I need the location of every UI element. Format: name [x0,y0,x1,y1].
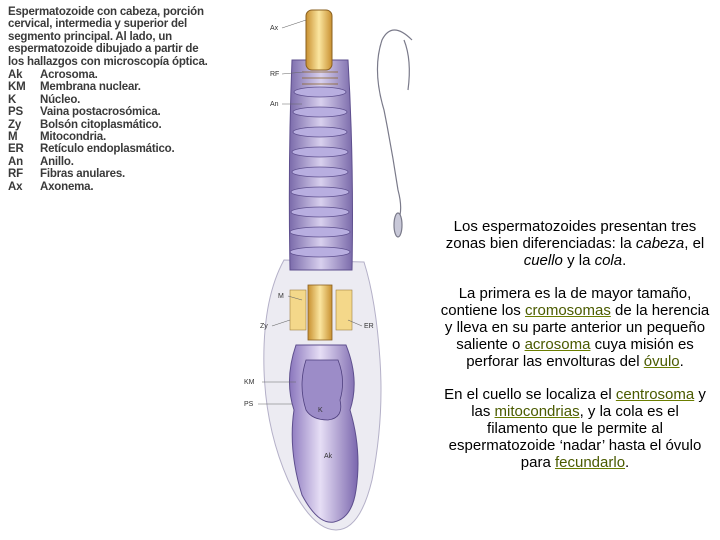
link-ovulo[interactable]: óvulo [643,353,680,370]
axoneme [306,10,332,70]
legend-definition: Vaina postacrosómica. [40,106,161,119]
legend-item [8,156,208,168]
sperm-cell-illustration [232,0,462,540]
legend-caption: Espermatozoide con cabeza, porción cervical, intermedia y superior del segmento principal. Al lado, un espermatozoide dibujado a partir de los hallazgos con microscopía óptica. [8,6,208,68]
legend-definition: Anillo. [40,155,74,168]
legend-item [8,181,208,193]
legend-definition: Acrosoma. [40,69,98,82]
legend-item [8,106,208,118]
mitochondrial-sheath [290,87,350,257]
label-ax: Ax [270,25,279,32]
neck-axoneme [308,285,332,340]
legend-abbr: Ax [8,180,23,193]
description-panel [440,218,710,487]
link-acrosoma[interactable]: acrosoma [524,336,591,353]
legend-item [8,143,208,155]
paragraph-zones [440,218,710,269]
legend-abbr: M [8,131,18,144]
legend-definition: Membrana nuclear. [40,81,141,94]
text-fragment: y la [562,252,595,269]
label-km: KM [244,379,255,386]
text-fragment: , y la cola es el filamento que le permite al espermatozoide ‘nadar’ hasta el óvulo para [448,403,702,471]
label-k: K [318,407,323,414]
label-rf: RF [270,71,280,78]
legend-abbr: RF [8,168,23,181]
legend-definition: Fibras anulares. [40,168,126,181]
legend-item [8,81,208,93]
legend-abbr: Ak [8,69,23,82]
label-er: ER [364,323,374,330]
label-an: An [270,101,279,108]
figure-legend [8,6,208,193]
link-fecundarlo[interactable]: fecundarlo [554,454,626,471]
legend-definition: Mitocondria. [40,131,106,144]
text-fragment: , el [684,235,705,252]
legend-abbr: Zy [8,118,22,131]
legend-item [8,131,208,143]
legend-definition: Retículo endoplasmático. [40,143,175,156]
link-cromosomas[interactable]: cromosomas [524,302,611,319]
text-fragment: de la herencia y lleva en su parte anterior un pequeño saliente o [444,302,710,353]
text-fragment: Los espermatozoides presentan tres zonas bien diferenciadas: la [445,218,697,252]
text-fragment: . [625,454,630,471]
text-fragment: En el cuello se localiza el [444,386,616,403]
term-head: cabeza [635,235,685,252]
paragraph-head [440,285,710,370]
legend-definition: Bolsón citoplasmático. [40,118,162,131]
link-centrosoma[interactable]: centrosoma [615,386,695,403]
legend-abbr: An [8,155,23,168]
text-fragment: . [679,353,684,370]
legend-abbr: K [8,93,17,106]
legend-item [8,69,208,81]
legend-definition: Núcleo. [40,93,81,106]
label-ak: Ak [324,453,333,460]
cytoplasmic-droplet [290,290,306,330]
label-ps: PS [244,401,254,408]
endoplasmic-reticulum [336,290,352,330]
text-fragment: y las [471,386,706,420]
text-fragment: La primera es la de mayor tamaño, contiene los [440,285,692,319]
text-fragment: . [622,252,627,269]
paragraph-neck-tail [440,386,710,471]
microscope-sperm-drawing [377,30,412,237]
term-tail: cola [594,252,623,269]
legend-item [8,119,208,131]
label-m: M [278,293,284,300]
legend-abbr: ER [8,143,24,156]
term-neck: cuello [523,252,563,269]
legend-definition: Axonema. [40,180,94,193]
legend-abbr: KM [8,81,26,94]
legend-item [8,168,208,180]
legend-abbr: PS [8,106,23,119]
link-mitocondrias[interactable]: mitocondrias [494,403,580,420]
text-fragment: cuya misión es perforar las envolturas del [466,336,694,370]
label-zy: Zy [260,323,268,330]
legend-item [8,94,208,106]
